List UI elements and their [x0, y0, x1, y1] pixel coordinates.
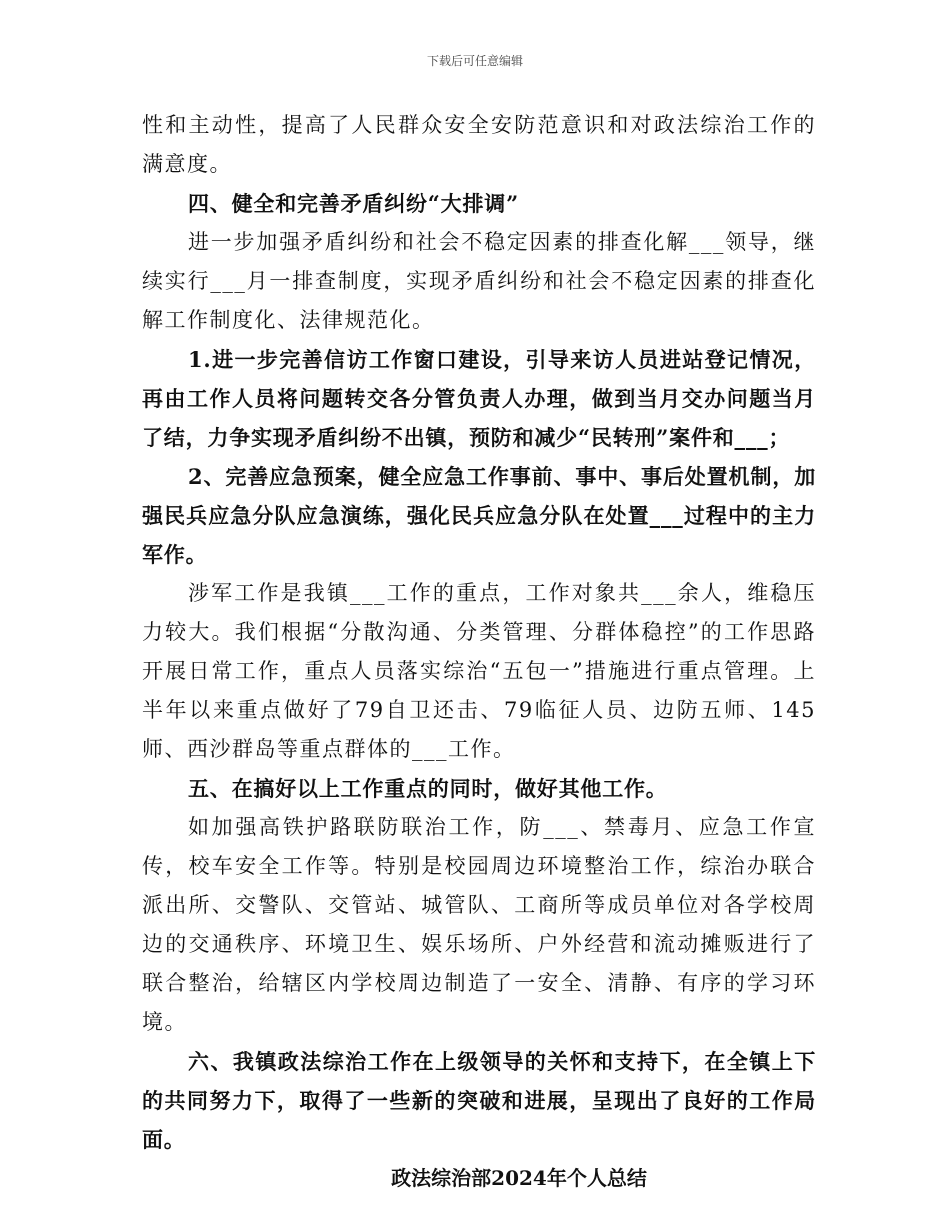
- section-heading-4: 四、健全和完善矛盾纠纷“大排调”: [188, 191, 519, 216]
- item-2-emergency-plan: 2、完善应急预案，健全应急工作事前、事中、事后处置机制，加强民兵应急分队应急演练，强化民兵应急分队在处置___过程中的主力军作。: [142, 464, 816, 567]
- paragraph-continuation: 性和主动性，提高了人民群众安全安防范意识和对政法综治工作的满意度。: [142, 113, 816, 176]
- page-header: 下载后可任意编辑: [426, 54, 523, 68]
- paragraph-dispute-investigation: 进一步加强矛盾纠纷和社会不稳定因素的排查化解___领导，继续实行___月一排查制度，实现矛盾纠纷和社会不稳定因素的排查化解工作制度化、法律规范化。: [142, 230, 816, 332]
- section-heading-6: 六、我镇政法综治工作在上级领导的关怀和支持下，在全镇上下的共同努力下，取得了一些新的突破和进展，呈现出了良好的工作局面。: [142, 1049, 816, 1152]
- paragraph-other-work: 如加强高铁护路联防联治工作，防___、禁毒月、应急工作宣传，校车安全工作等。特别是校园周边环境整治工作，综治办联合派出所、交警队、交管站、城管队、工商所等成员单位对各学校周边的交通秩序、环境卫生、娱乐场所、户外经营和流动摊贩进行了联合整治，给辖区内学校周边制造了一安全、清静、有序的学习环境。: [142, 815, 816, 1034]
- paragraph-military-affairs: 涉军工作是我镇___工作的重点，工作对象共___余人，维稳压力较大。我们根据“分散沟通、分类管理、分群体稳控”的工作思路开展日常工作，重点人员落实综治“五包一”措施进行重点管理。上半年以来重点做好了79自卫还击、79临征人员、边防五师、145师、西沙群岛等重点群体的___工作。: [142, 581, 816, 761]
- document-title: 政法综治部2024年个人总结: [391, 1166, 647, 1190]
- section-heading-5: 五、在搞好以上工作重点的同时，做好其他工作。: [188, 776, 668, 801]
- document-body: [142, 106, 816, 1198]
- item-1-petition-window: 1.进一步完善信访工作窗口建设，引导来访人员进站登记情况，再由工作人员将问题转交各分管负责人办理，做到当月交办问题当月了结，力争实现矛盾纠纷不出镇，预防和减少“民转刑”案件和___；: [142, 347, 816, 450]
